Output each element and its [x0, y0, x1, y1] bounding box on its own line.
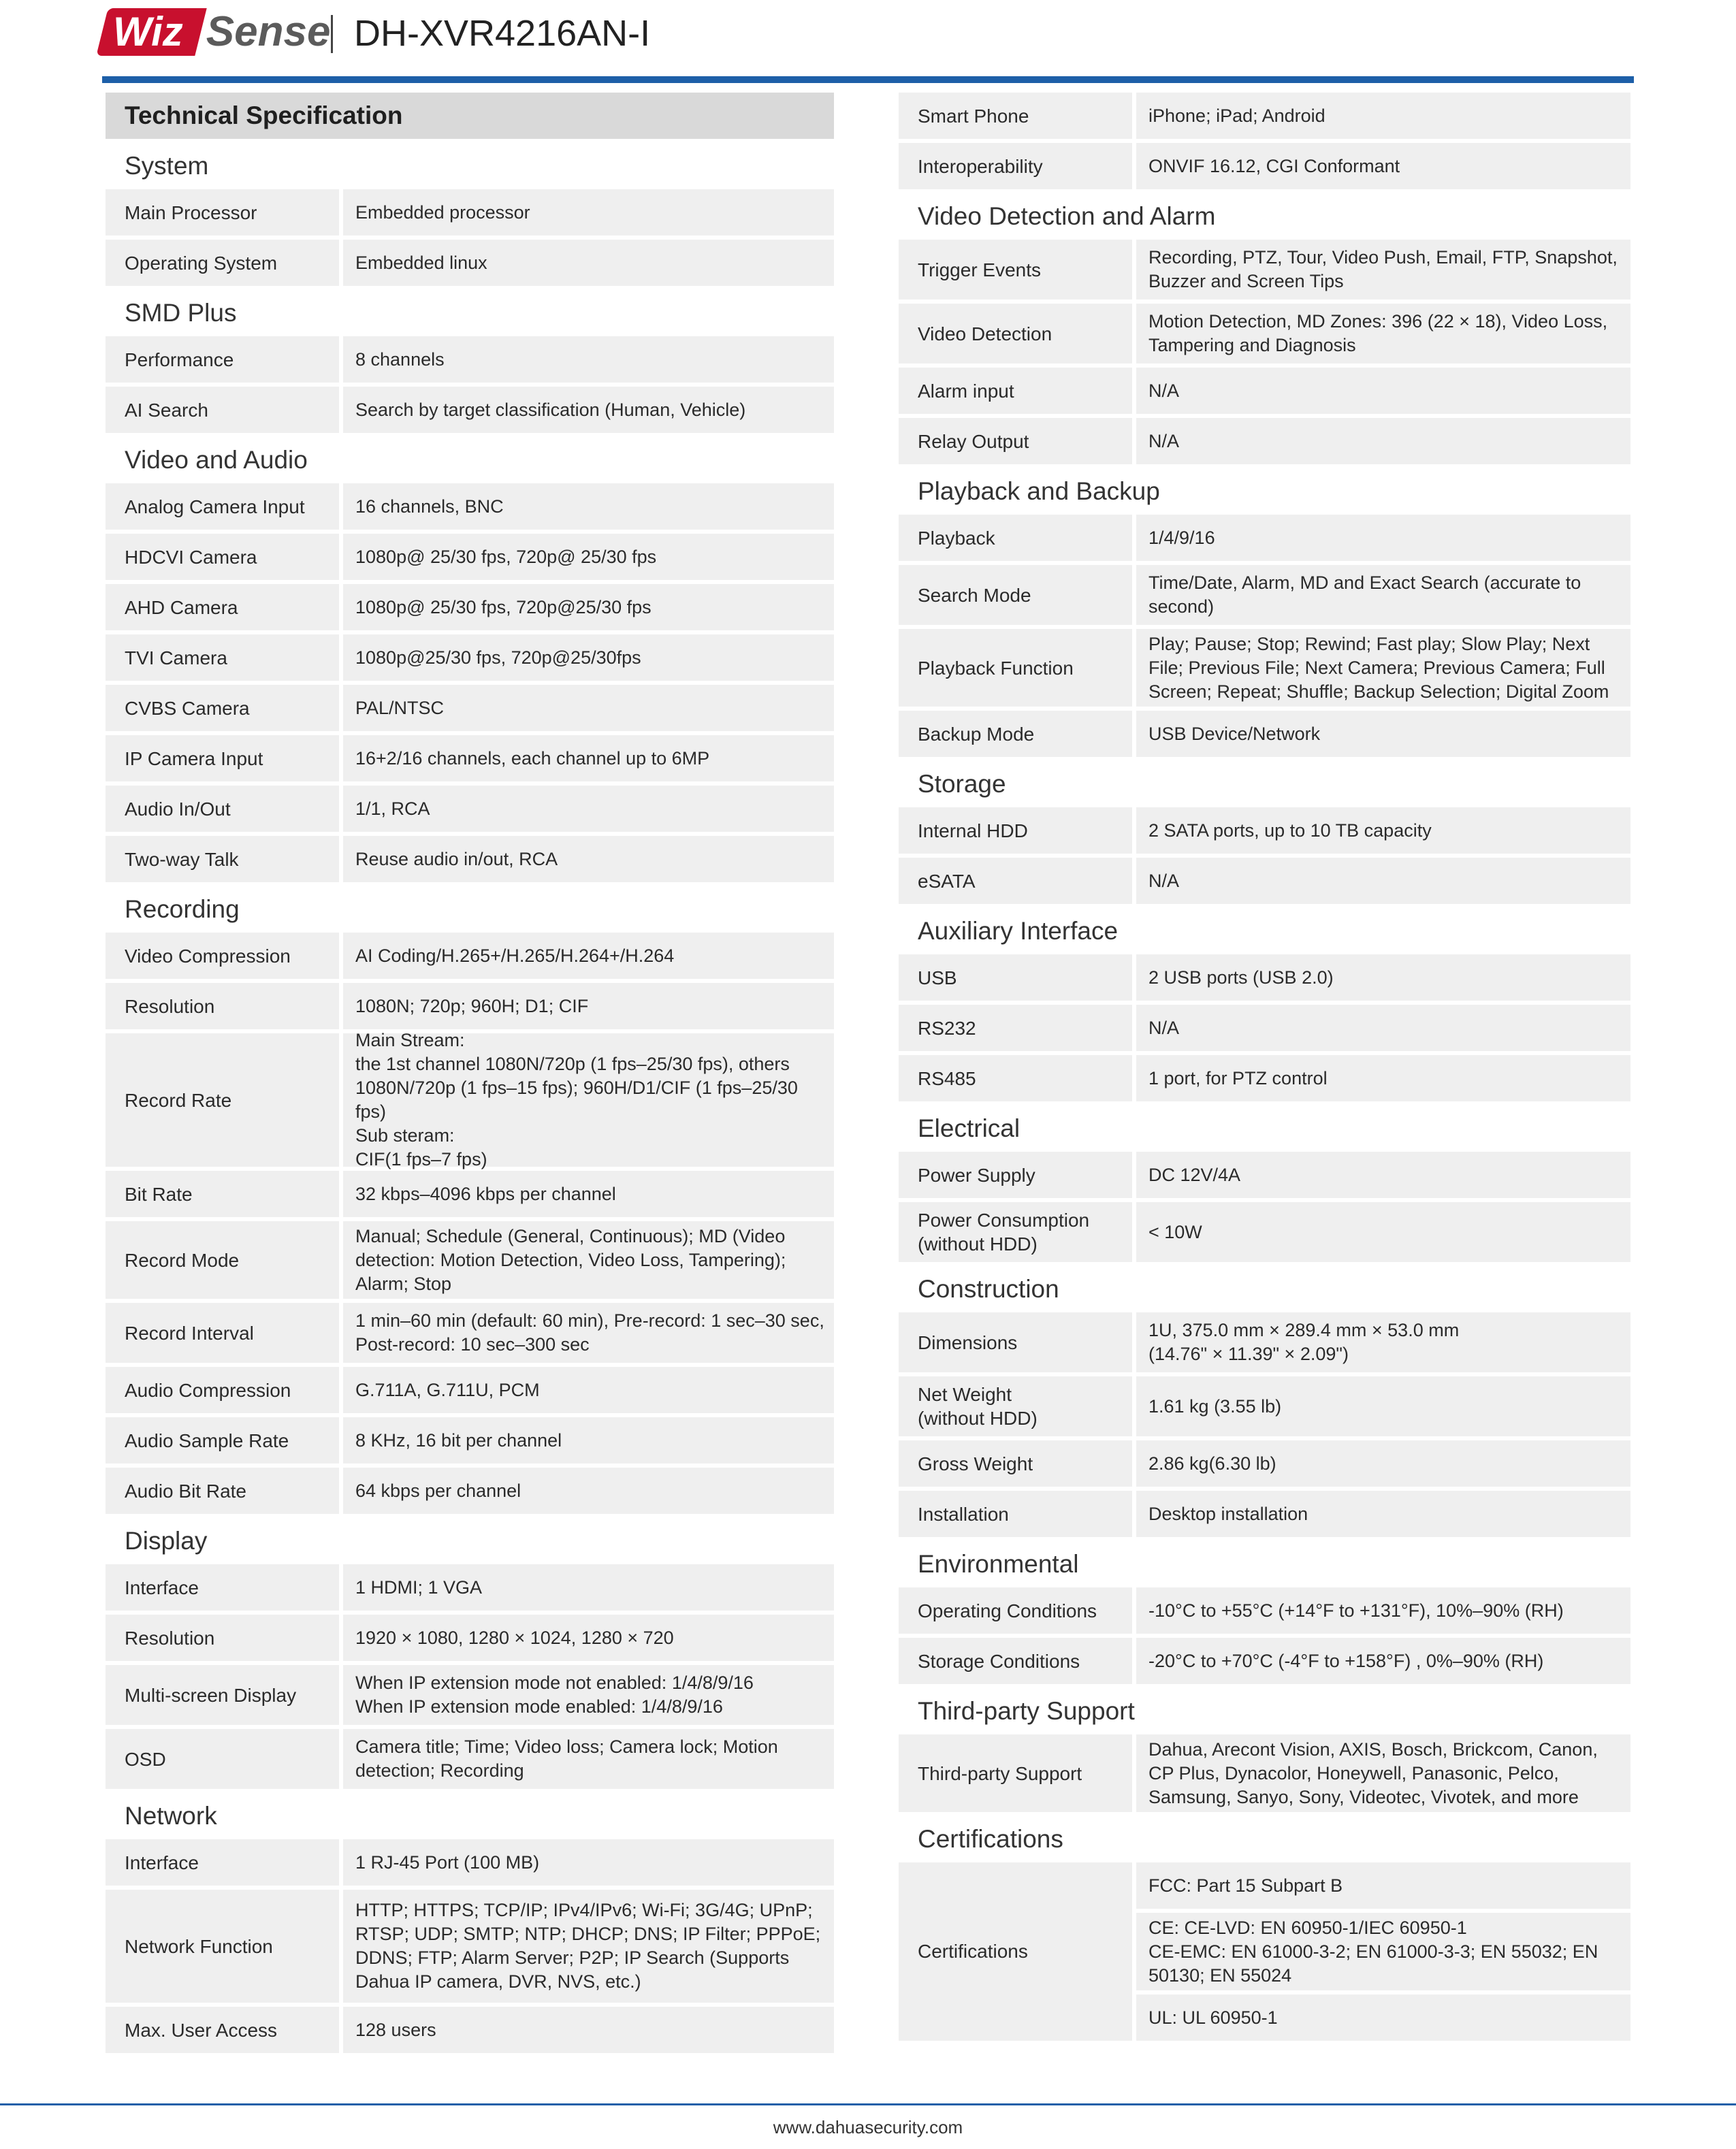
spec-row: [899, 1734, 1630, 1812]
spec-value: Desktop installation: [1136, 1491, 1630, 1537]
section-heading: Video Detection and Alarm: [918, 202, 1216, 230]
spec-key: Two-way Talk: [106, 836, 339, 882]
spec-row: [106, 534, 834, 580]
spec-value: Search by target classification (Human, Vehicle): [343, 387, 834, 433]
spec-row: [899, 711, 1630, 757]
spec-value: 1/1, RCA: [343, 786, 834, 832]
spec-value: Embedded processor: [343, 189, 834, 236]
spec-row: [899, 515, 1630, 561]
spec-key: Record Mode: [106, 1221, 339, 1299]
spec-value: 1080N; 720p; 960H; D1; CIF: [343, 983, 834, 1029]
spec-row: [106, 387, 834, 433]
spec-value: 1 port, for PTZ control: [1136, 1055, 1630, 1101]
spec-key: Playback Function: [899, 629, 1132, 707]
spec-row: [106, 483, 834, 530]
section-heading: Electrical: [918, 1114, 1020, 1142]
spec-row: [899, 1491, 1630, 1537]
spec-row: [899, 304, 1630, 363]
spec-value: 1 HDMI; 1 VGA: [343, 1564, 834, 1611]
spec-row: [106, 584, 834, 630]
spec-key: Audio Compression: [106, 1367, 339, 1413]
page-header: [102, 0, 1634, 76]
cert-value: UL: UL 60950-1: [1136, 1994, 1630, 2041]
spec-key: Backup Mode: [899, 711, 1132, 757]
spec-value: N/A: [1136, 368, 1630, 414]
spec-row: [899, 93, 1630, 139]
spec-value: < 10W: [1136, 1202, 1630, 1262]
spec-key: Main Processor: [106, 189, 339, 236]
spec-row: [899, 1152, 1630, 1198]
spec-row: [106, 1564, 834, 1611]
spec-key: CVBS Camera: [106, 685, 339, 731]
spec-row: [106, 1890, 834, 2003]
spec-value: G.711A, G.711U, PCM: [343, 1367, 834, 1413]
spec-row: [106, 189, 834, 236]
spec-value: 8 KHz, 16 bit per channel: [343, 1417, 834, 1464]
spec-row: [899, 368, 1630, 414]
spec-value: -10°C to +55°C (+14°F to +131°F), 10%–90% (RH): [1136, 1587, 1630, 1634]
spec-key: Net Weight (without HDD): [899, 1376, 1132, 1436]
section-heading: System: [125, 152, 209, 180]
spec-value: 128 users: [343, 2007, 834, 2053]
spec-row: [106, 1839, 834, 1886]
spec-row: [106, 1030, 834, 1169]
cert-value: FCC: Part 15 Subpart B: [1136, 1862, 1630, 1909]
spec-key: Trigger Events: [899, 240, 1132, 300]
spec-value: Recording, PTZ, Tour, Video Push, Email, FTP, Snapshot, Buzzer and Screen Tips: [1136, 240, 1630, 300]
logo-sense-text: Sense: [206, 8, 331, 55]
spec-value: Manual; Schedule (General, Continuous); MD (Video detection: Motion Detection, Video Loss, Tampering); Alarm; Stop: [343, 1221, 834, 1299]
section-heading: Recording: [125, 895, 240, 923]
spec-row: [106, 1171, 834, 1217]
spec-key: Operating System: [106, 240, 339, 286]
spec-value: Reuse audio in/out, RCA: [343, 836, 834, 882]
spec-key: Bit Rate: [106, 1171, 339, 1217]
spec-key: Resolution: [106, 983, 339, 1029]
spec-value: 1080p@ 25/30 fps, 720p@25/30 fps: [343, 584, 834, 630]
spec-value: 1/4/9/16: [1136, 515, 1630, 561]
spec-row: [899, 565, 1630, 625]
spec-key: AI Search: [106, 387, 339, 433]
certifications-block: [899, 1862, 1630, 2041]
spec-key: Smart Phone: [899, 93, 1132, 139]
right-column: [899, 93, 1630, 2045]
spec-key: Interface: [106, 1564, 339, 1611]
spec-value: iPhone; iPad; Android: [1136, 93, 1630, 139]
section-heading: Storage: [918, 770, 1006, 798]
spec-key: Installation: [899, 1491, 1132, 1537]
spec-value: 1.61 kg (3.55 lb): [1136, 1376, 1630, 1436]
header-rule: [102, 76, 1634, 83]
spec-key: Analog Camera Input: [106, 483, 339, 530]
spec-key: Certifications: [899, 1862, 1132, 2041]
section-heading: Playback and Backup: [918, 477, 1160, 505]
spec-value: 1 min–60 min (default: 60 min), Pre-record: 1 sec–30 sec, Post-record: 10 sec–300 sec: [343, 1303, 834, 1363]
spec-value: N/A: [1136, 1005, 1630, 1051]
spec-value: 1080p@25/30 fps, 720p@25/30fps: [343, 634, 834, 681]
spec-value: DC 12V/4A: [1136, 1152, 1630, 1198]
spec-value: 1 RJ-45 Port (100 MB): [343, 1839, 834, 1886]
spec-key: Resolution: [106, 1615, 339, 1661]
spec-key: HDCVI Camera: [106, 534, 339, 580]
spec-row: [899, 143, 1630, 189]
wizsense-logo: [102, 8, 330, 56]
spec-key: Search Mode: [899, 565, 1132, 625]
spec-row: [106, 1221, 834, 1299]
spec-row: [899, 629, 1630, 707]
spec-key: Gross Weight: [899, 1440, 1132, 1487]
spec-row: [899, 1055, 1630, 1101]
spec-row: [899, 1312, 1630, 1372]
spec-key: USB: [899, 954, 1132, 1001]
spec-key: Internal HDD: [899, 807, 1132, 854]
spec-title: Technical Specification: [106, 93, 834, 139]
spec-key: Dimensions: [899, 1312, 1132, 1372]
spec-key: Interoperability: [899, 143, 1132, 189]
spec-value: 1U, 375.0 mm × 289.4 mm × 53.0 mm (14.76" × 11.39" × 2.09"): [1136, 1312, 1630, 1372]
spec-row: [899, 1202, 1630, 1262]
spec-key: Audio Sample Rate: [106, 1417, 339, 1464]
spec-value: 2.86 kg(6.30 lb): [1136, 1440, 1630, 1487]
spec-key: Power Supply: [899, 1152, 1132, 1198]
section-heading: Environmental: [918, 1550, 1079, 1578]
spec-value: Time/Date, Alarm, MD and Exact Search (accurate to second): [1136, 565, 1630, 625]
cert-value: CE: CE-LVD: EN 60950-1/IEC 60950-1 CE-EMC: EN 61000-3-2; EN 61000-3-3; EN 55032; EN 50130; EN 55024: [1136, 1913, 1630, 1990]
spec-value: When IP extension mode not enabled: 1/4/8/9/16 When IP extension mode enabled: 1/4/8/9/16: [343, 1665, 834, 1725]
spec-key: Max. User Access: [106, 2007, 339, 2053]
section-heading: Video and Audio: [125, 446, 308, 474]
spec-key: Relay Output: [899, 418, 1132, 464]
spec-value: USB Device/Network: [1136, 711, 1630, 757]
certifications-values: [1136, 1862, 1630, 2041]
spec-key: Performance: [106, 336, 339, 383]
spec-key: Video Detection: [899, 304, 1132, 363]
spec-row: [106, 1615, 834, 1661]
spec-value: Dahua, Arecont Vision, AXIS, Bosch, Brickcom, Canon, CP Plus, Dynacolor, Honeywell, Panasonic, Pelco, Samsung, Sanyo, Sony, Videotec, Vivotek, and more: [1136, 1734, 1630, 1812]
spec-key: Operating Conditions: [899, 1587, 1132, 1634]
spec-value: AI Coding/H.265+/H.265/H.264+/H.264: [343, 933, 834, 979]
spec-key: Interface: [106, 1839, 339, 1886]
section-heading: Network: [125, 1802, 217, 1830]
spec-value: HTTP; HTTPS; TCP/IP; IPv4/IPv6; Wi-Fi; 3G/4G; UPnP; RTSP; UDP; SMTP; NTP; DHCP; DNS; IP Filter; PPPoE; DDNS; FTP; Alarm Server; P2P; IP Search (Supports Dahua IP camera, DVR, NVS, etc.): [343, 1890, 834, 2003]
spec-row: [106, 735, 834, 781]
section-heading: Construction: [918, 1275, 1059, 1303]
spec-row: [106, 1303, 834, 1363]
spec-key: OSD: [106, 1729, 339, 1789]
spec-row: [106, 983, 834, 1029]
spec-key: Audio In/Out: [106, 786, 339, 832]
spec-row: [106, 933, 834, 979]
spec-value: Motion Detection, MD Zones: 396 (22 × 18), Video Loss, Tampering and Diagnosis: [1136, 304, 1630, 363]
spec-value: Main Stream: the 1st channel 1080N/720p (1 fps–25/30 fps), others 1080N/720p (1 fps–15 fps); 960H/D1/CIF (1 fps–25/30 fps) Sub steram: CIF(1 fps–7 fps): [343, 1033, 834, 1167]
spec-row: [899, 1638, 1630, 1684]
spec-row: [106, 836, 834, 882]
spec-key: Record Interval: [106, 1303, 339, 1363]
spec-value: 32 kbps–4096 kbps per channel: [343, 1171, 834, 1217]
spec-row: [106, 786, 834, 832]
spec-row: [899, 1587, 1630, 1634]
spec-key: Record Rate: [106, 1033, 339, 1167]
spec-key: RS232: [899, 1005, 1132, 1051]
spec-row: [106, 685, 834, 731]
spec-row: [106, 1367, 834, 1413]
spec-value: 2 USB ports (USB 2.0): [1136, 954, 1630, 1001]
spec-row: [106, 1468, 834, 1514]
spec-key: Multi-screen Display: [106, 1665, 339, 1725]
spec-value: 2 SATA ports, up to 10 TB capacity: [1136, 807, 1630, 854]
model-number: DH-XVR4216AN-I: [354, 13, 651, 54]
spec-row: [899, 954, 1630, 1001]
spec-key: TVI Camera: [106, 634, 339, 681]
spec-value: ONVIF 16.12, CGI Conformant: [1136, 143, 1630, 189]
section-heading: SMD Plus: [125, 299, 237, 327]
footer-rule: [0, 2103, 1736, 2105]
spec-key: Storage Conditions: [899, 1638, 1132, 1684]
spec-key: Alarm input: [899, 368, 1132, 414]
spec-value: 1080p@ 25/30 fps, 720p@ 25/30 fps: [343, 534, 834, 580]
spec-row: [899, 240, 1630, 300]
spec-value: Play; Pause; Stop; Rewind; Fast play; Slow Play; Next File; Previous File; Next Camera; Previous Camera; Full Screen; Repeat; Shuffle; Backup Selection; Digital Zoom: [1136, 629, 1630, 707]
spec-key: Network Function: [106, 1890, 339, 2003]
spec-row: [106, 1417, 834, 1464]
spec-value: 16 channels, BNC: [343, 483, 834, 530]
spec-key: Third-party Support: [899, 1734, 1132, 1812]
spec-key: Audio Bit Rate: [106, 1468, 339, 1514]
spec-row: [899, 418, 1630, 464]
spec-value: -20°C to +70°C (-4°F to +158°F) , 0%–90% (RH): [1136, 1638, 1630, 1684]
footer-url: www.dahuasecurity.com: [773, 2117, 963, 2137]
spec-row: [106, 336, 834, 383]
spec-row: [106, 2007, 834, 2053]
spec-key: IP Camera Input: [106, 735, 339, 781]
spec-key: AHD Camera: [106, 584, 339, 630]
spec-key: Playback: [899, 515, 1132, 561]
spec-row: [899, 807, 1630, 854]
left-column: [106, 93, 834, 2057]
spec-row: [106, 240, 834, 286]
spec-row: [106, 1665, 834, 1725]
spec-key: Video Compression: [106, 933, 339, 979]
section-heading: Third-party Support: [918, 1697, 1135, 1725]
section-heading: Auxiliary Interface: [918, 917, 1119, 945]
spec-value: 1920 × 1080, 1280 × 1024, 1280 × 720: [343, 1615, 834, 1661]
spec-row: [899, 1440, 1630, 1487]
spec-row: [899, 858, 1630, 904]
spec-value: 8 channels: [343, 336, 834, 383]
spec-row: [899, 1376, 1630, 1436]
section-heading: Certifications: [918, 1825, 1063, 1853]
logo-wiz-text: Wiz: [113, 9, 183, 54]
spec-value: Camera title; Time; Video loss; Camera lock; Motion detection; Recording: [343, 1729, 834, 1789]
spec-row: [106, 634, 834, 681]
spec-value: N/A: [1136, 858, 1630, 904]
spec-row: [899, 1005, 1630, 1051]
header-divider: [331, 15, 333, 53]
spec-value: N/A: [1136, 418, 1630, 464]
spec-value: 64 kbps per channel: [343, 1468, 834, 1514]
spec-value: PAL/NTSC: [343, 685, 834, 731]
spec-row: [106, 1729, 834, 1789]
spec-value: Embedded linux: [343, 240, 834, 286]
spec-value: 16+2/16 channels, each channel up to 6MP: [343, 735, 834, 781]
spec-key: Power Consumption (without HDD): [899, 1202, 1132, 1262]
section-heading: Display: [125, 1527, 208, 1555]
spec-key: eSATA: [899, 858, 1132, 904]
spec-key: RS485: [899, 1055, 1132, 1101]
